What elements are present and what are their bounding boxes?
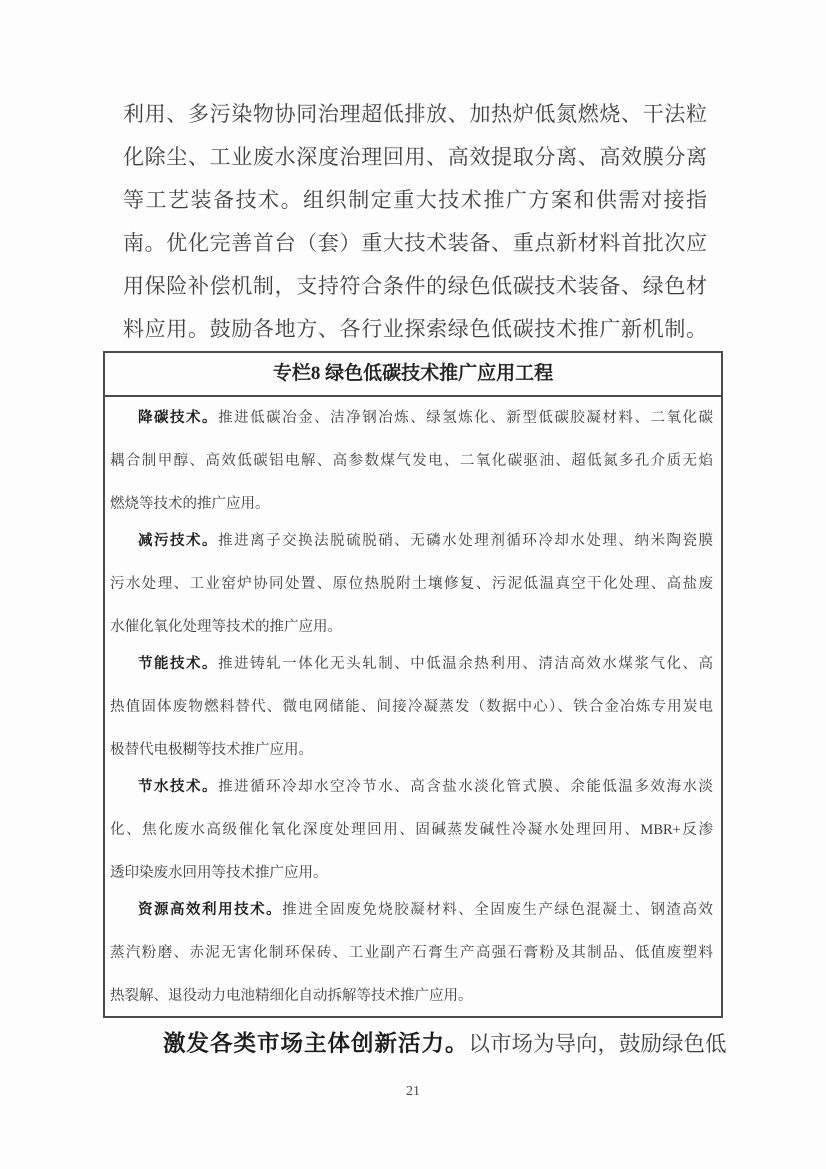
section-label: 资源高效利用技术。: [138, 902, 283, 918]
text-line: 耦合制甲醇、高效低碳铝电解、高参数煤气发电、二氧化碳驱油、超低氮多孔介质无焰: [110, 453, 713, 469]
text-line: [110, 520, 713, 563]
section-label: 减污技术。: [138, 533, 219, 549]
closing-lead-text: 激发各类市场主体创新活力。: [163, 1031, 469, 1056]
text-line: 污水处理、工业窑炉协同处置、原位热脱附土壤修复、污泥低温真空干化处理、高盐废: [110, 576, 713, 592]
text-line: 化除尘、工业废水深度治理回用、高效提取分离、高效膜分离: [123, 145, 707, 169]
panel-section-pollution-reduction: [110, 520, 713, 649]
text-line: 化、焦化废水高级催化氧化深度处理回用、固碱蒸发碱性冷凝水处理回用、MBR+反渗: [110, 822, 713, 838]
text-line: [110, 397, 713, 440]
text-line: [110, 889, 713, 932]
text-line: 南。优化完善首台（套）重大技术装备、重点新材料首批次应: [123, 231, 707, 255]
text-line: 等工艺装备技术。组织制定重大技术推广方案和供需对接指: [123, 188, 707, 212]
text-line: 用保险补偿机制，支持符合条件的绿色低碳技术装备、绿色材: [123, 274, 707, 298]
section-text: 推进全固废免烧胶凝材料、全固废生产绿色混凝土、钢渣高效: [282, 902, 714, 918]
panel-section-carbon-reduction: [110, 397, 713, 526]
section-text: 推进低碳冶金、洁净钢冶炼、绿氢炼化、新型低碳胶凝材料、二氧化碳: [218, 410, 714, 426]
closing-paragraph: [123, 1022, 743, 1065]
section-text: 推进循环冷却水空冷节水、高含盐水淡化管式膜、余能低温多效海水淡: [218, 779, 714, 795]
closing-text: 以市场为导向，鼓励绿色低: [468, 1032, 727, 1056]
section-label: 降碳技术。: [138, 410, 219, 426]
panel-section-resource-utilization: [110, 889, 713, 1018]
text-line: 极替代电极糊等技术推广应用。: [110, 742, 313, 758]
intro-paragraph: [123, 93, 707, 351]
text-line: [110, 766, 713, 809]
text-line: 透印染废水回用等技术推广应用。: [110, 865, 328, 881]
panel-box: [103, 351, 723, 1018]
panel-section-energy-saving: [110, 643, 713, 772]
text-line: 热裂解、退役动力电池精细化自动拆解等技术推广应用。: [110, 988, 473, 1004]
section-label: 节能技术。: [138, 656, 219, 672]
text-line: 料应用。鼓励各地方、各行业探索绿色低碳技术推广新机制。: [123, 317, 707, 341]
page-number: 21: [406, 1084, 420, 1099]
panel-title: 专栏8 绿色低碳技术推广应用工程: [105, 353, 721, 397]
section-label: 节水技术。: [138, 779, 219, 795]
text-line: 水催化氧化处理等技术的推广应用。: [110, 619, 342, 635]
panel-section-water-saving: [110, 766, 713, 895]
text-line: 蒸汽粉磨、赤泥无害化制环保砖、工业副产石膏生产高强石膏粉及其制品、低值废塑料: [110, 945, 713, 961]
text-line: 热值固体废物燃料替代、微电网储能、间接冷凝蒸发（数据中心）、铁合金冶炼专用炭电: [110, 699, 713, 715]
text-line: 燃烧等技术的推广应用。: [110, 496, 270, 512]
text-line: 利用、多污染物协同治理超低排放、加热炉低氮燃烧、干法粒: [123, 102, 707, 126]
section-text: 推进离子交换法脱硫脱硝、无磷水处理剂循环冷却水处理、纳米陶瓷膜: [218, 533, 714, 549]
section-text: 推进铸轧一体化无头轧制、中低温余热利用、清洁高效水煤浆气化、高: [218, 656, 714, 672]
text-line: [110, 643, 713, 686]
panel-body: [105, 397, 721, 1018]
